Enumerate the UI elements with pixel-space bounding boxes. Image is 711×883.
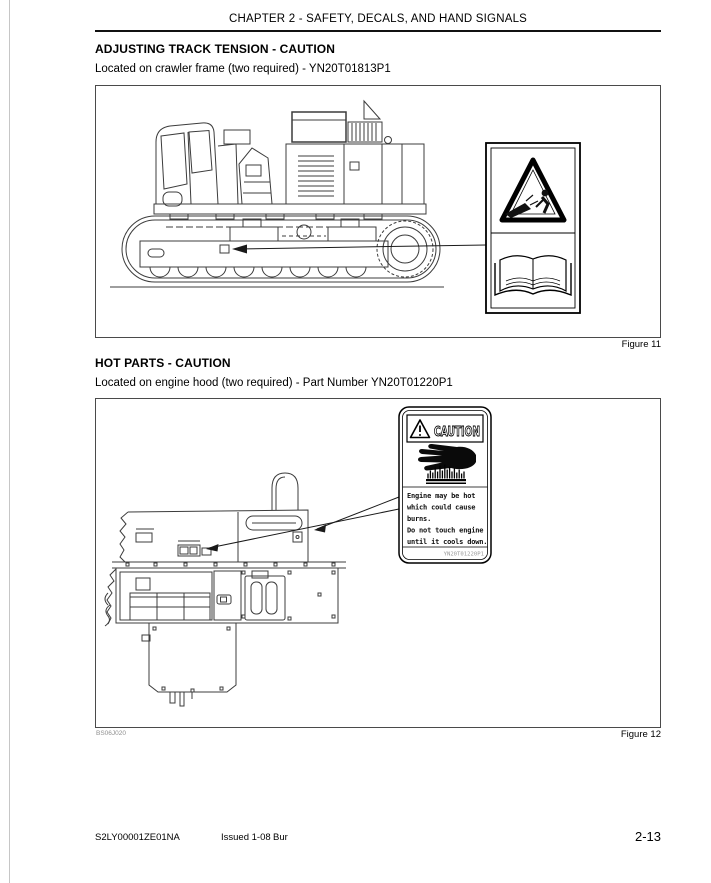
figure-11-box: [95, 85, 661, 338]
header-rule: [95, 30, 661, 32]
figure-12-caption: Figure 12: [620, 729, 661, 740]
machine-hood-views-drawing: [96, 399, 660, 727]
track-tension-caution-decal: [486, 143, 580, 313]
section-heading-hot-parts: HOT PARTS - CAUTION: [95, 356, 231, 370]
decal-location-arrows: [206, 497, 399, 552]
figure-12-box: [95, 398, 661, 728]
decal-text-line: until it cools down.: [407, 538, 488, 546]
footer-issued-date: Issued 1-08: [221, 832, 271, 843]
decal-position-marker: [220, 245, 229, 253]
hot-parts-caution-decal: [399, 407, 491, 563]
decal-caution-word: CAUTION: [434, 424, 480, 440]
section-heading-adjusting-track-tension: ADJUSTING TRACK TENSION - CAUTION: [95, 42, 335, 56]
decal-text-line: Do not touch engine: [407, 526, 484, 535]
figure-11-caption: Figure 11: [621, 339, 661, 350]
decal-position-marker-right: [293, 532, 302, 542]
decal-text-line: burns.: [407, 515, 432, 523]
section1-location-note: Located on crawler frame (two required) - YN20T01813P1: [95, 63, 391, 75]
section2-location-note: Located on engine hood (two required) - Part Number YN20T01220P1: [95, 377, 453, 389]
page-edge-line: [9, 0, 10, 883]
chapter-title: CHAPTER 2 - SAFETY, DECALS, AND HAND SIGNALS: [228, 13, 528, 25]
decal-text-line: which could cause: [407, 503, 476, 512]
excavator-side-view-drawing: [96, 86, 660, 337]
footer-revision: Bur: [273, 832, 288, 843]
footer-document-number: S2LY00001ZE01NA: [95, 832, 180, 843]
decal-position-marker-left: [178, 541, 211, 556]
decal-text-line: Engine may be hot: [407, 492, 476, 500]
drawing-code: BS06J020: [96, 730, 126, 737]
decal-part-number: YN20T01220P1: [443, 551, 484, 558]
decal-location-arrow: [232, 245, 486, 254]
footer-page-number: 2-13: [634, 829, 661, 844]
